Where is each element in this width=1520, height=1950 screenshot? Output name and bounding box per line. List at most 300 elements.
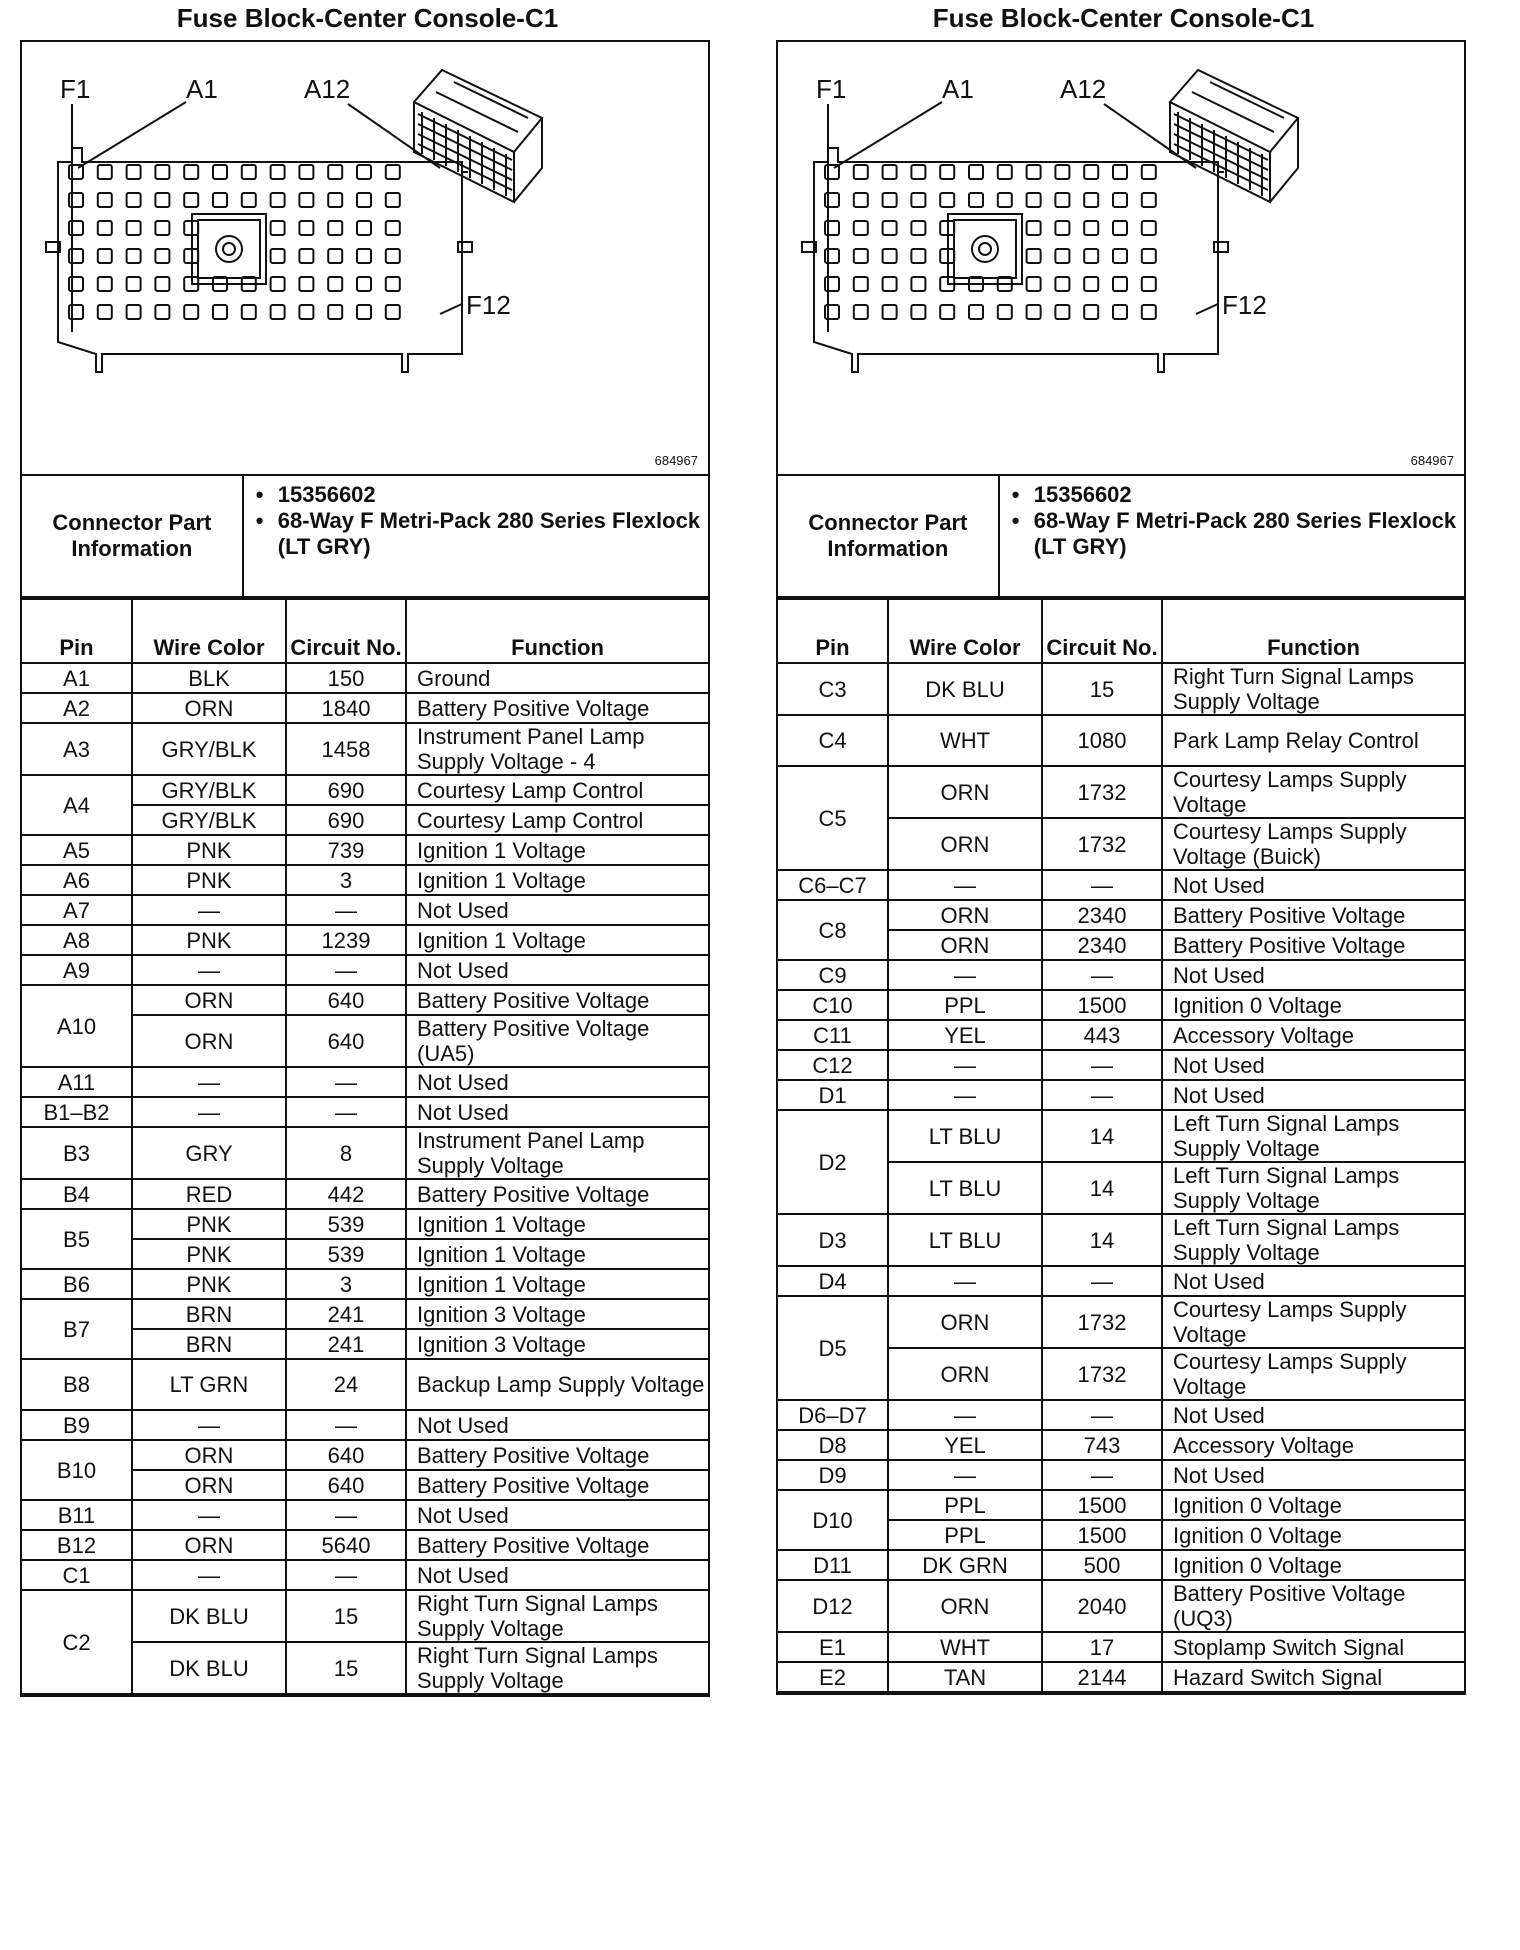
function-cell: Not Used xyxy=(406,1097,708,1127)
pin-cell: B8 xyxy=(22,1359,132,1410)
circuit-number-cell: — xyxy=(286,1410,406,1440)
connector-type: • 68-Way F Metri-Pack 280 Series Flexlock (LT GRY) xyxy=(256,508,708,560)
circuit-number-cell: — xyxy=(286,1097,406,1127)
pin-cavity xyxy=(1142,221,1156,235)
pin-cavity xyxy=(299,277,313,291)
wire-color-cell: — xyxy=(132,895,286,925)
wire-color-cell: ORN xyxy=(132,985,286,1015)
pin-cell: B7 xyxy=(22,1299,132,1359)
a1-label: A1 xyxy=(942,74,974,104)
pin-cavity xyxy=(1142,249,1156,263)
wire-color-cell: ORN xyxy=(132,1470,286,1500)
function-cell: Battery Positive Voltage (UA5) xyxy=(406,1015,708,1067)
pin-cell: A9 xyxy=(22,955,132,985)
a1-label: A1 xyxy=(186,74,218,104)
function-cell: Accessory Voltage xyxy=(1162,1430,1464,1460)
pin-cavity xyxy=(98,277,112,291)
table-row xyxy=(22,1440,708,1470)
function-cell: Courtesy Lamps Supply Voltage xyxy=(1162,1296,1464,1348)
table-row xyxy=(22,1179,708,1209)
table-header-row xyxy=(22,599,708,663)
pin-cell: D6–D7 xyxy=(778,1400,888,1430)
pin-cavity xyxy=(155,221,169,235)
pin-cell: C2 xyxy=(22,1590,132,1694)
left-panel-title: Fuse Block-Center Console-C1 xyxy=(176,3,559,33)
pin-cavity xyxy=(155,249,169,263)
circuit-number-cell: — xyxy=(286,1560,406,1590)
pin-cell: D8 xyxy=(778,1430,888,1460)
table-row xyxy=(778,1662,1464,1692)
pin-cell: A8 xyxy=(22,925,132,955)
pin-cavity xyxy=(386,249,400,263)
function-cell: Left Turn Signal Lamps Supply Voltage xyxy=(1162,1162,1464,1214)
table-row xyxy=(778,1296,1464,1348)
pin-cavity xyxy=(1084,249,1098,263)
pin-cavity xyxy=(386,165,400,179)
circuit-number-cell: 2144 xyxy=(1042,1662,1162,1692)
pin-cell: C12 xyxy=(778,1050,888,1080)
a12-label: A12 xyxy=(304,74,351,104)
wire-color-cell: — xyxy=(132,1067,286,1097)
circuit-number-cell: — xyxy=(1042,1080,1162,1110)
wire-color-cell: — xyxy=(888,1400,1042,1430)
circuit-number-cell: 5640 xyxy=(286,1530,406,1560)
circuit-number-cell: — xyxy=(286,1067,406,1097)
pin-cavity xyxy=(1027,221,1041,235)
pin-cavity xyxy=(127,249,141,263)
table-row xyxy=(778,1580,1464,1632)
pin-cell: A6 xyxy=(22,865,132,895)
pin-cavity xyxy=(155,277,169,291)
table-row xyxy=(778,990,1464,1020)
pin-cavity xyxy=(328,165,342,179)
wire-color-cell: DK BLU xyxy=(888,663,1042,715)
pin-cavity xyxy=(98,221,112,235)
table-row xyxy=(22,955,708,985)
pin-cell: A10 xyxy=(22,985,132,1067)
pin-cavity xyxy=(328,277,342,291)
table-row xyxy=(778,1400,1464,1430)
circuit-number-cell: 640 xyxy=(286,1470,406,1500)
pin-cell: D4 xyxy=(778,1266,888,1296)
circuit-number-cell: 3 xyxy=(286,865,406,895)
pin-cell: C8 xyxy=(778,900,888,960)
circuit-number-cell: — xyxy=(1042,1050,1162,1080)
circuit-number-cell: 690 xyxy=(286,805,406,835)
connector-part-information xyxy=(778,476,1464,598)
function-cell: Not Used xyxy=(406,955,708,985)
wire-color-cell: LT GRN xyxy=(132,1359,286,1410)
circuit-number-cell: 640 xyxy=(286,1015,406,1067)
wire-color-cell: PPL xyxy=(888,1520,1042,1550)
figure-code: 684967 xyxy=(1410,453,1454,468)
circuit-number-cell: 442 xyxy=(286,1179,406,1209)
function-cell: Not Used xyxy=(1162,1050,1464,1080)
f1-label: F1 xyxy=(816,74,847,104)
circuit-number-cell: 150 xyxy=(286,663,406,693)
table-row xyxy=(22,775,708,805)
function-cell: Ignition 0 Voltage xyxy=(1162,990,1464,1020)
center-post xyxy=(216,236,242,262)
f1-label: F1 xyxy=(60,74,91,104)
pin-cell: B5 xyxy=(22,1209,132,1269)
table-row xyxy=(778,715,1464,766)
pin-cavity xyxy=(357,305,371,319)
circuit-number-cell: 640 xyxy=(286,985,406,1015)
pin-cavity xyxy=(1113,165,1127,179)
table-row xyxy=(778,1214,1464,1266)
pin-cavity xyxy=(1142,193,1156,207)
pin-cavity xyxy=(911,249,925,263)
pin-cavity xyxy=(1084,193,1098,207)
wire-color-cell: TAN xyxy=(888,1662,1042,1692)
wire-color-cell: BLK xyxy=(132,663,286,693)
pin-cavity xyxy=(1084,277,1098,291)
function-cell: Ignition 3 Voltage xyxy=(406,1299,708,1329)
header-wire-color: Wire Color xyxy=(888,599,1042,663)
pin-cavity xyxy=(328,193,342,207)
pin-cavity xyxy=(1113,193,1127,207)
pin-cell: A1 xyxy=(22,663,132,693)
connector-diagram xyxy=(22,42,708,476)
wire-color-cell: ORN xyxy=(888,1296,1042,1348)
part-number: • 15356602 xyxy=(1012,482,1464,508)
circuit-number-cell: — xyxy=(1042,870,1162,900)
function-cell: Ignition 3 Voltage xyxy=(406,1329,708,1359)
function-cell: Battery Positive Voltage xyxy=(1162,930,1464,960)
pin-cavity xyxy=(184,305,198,319)
pin-cavity xyxy=(357,165,371,179)
wire-color-cell: — xyxy=(132,1560,286,1590)
pin-cavity xyxy=(357,221,371,235)
function-cell: Ignition 1 Voltage xyxy=(406,1269,708,1299)
pin-cavity xyxy=(242,165,256,179)
function-cell: Not Used xyxy=(1162,960,1464,990)
table-row xyxy=(22,693,708,723)
table-row xyxy=(22,895,708,925)
pin-cavity xyxy=(1113,249,1127,263)
pin-cell: C3 xyxy=(778,663,888,715)
circuit-number-cell: 443 xyxy=(1042,1020,1162,1050)
pin-cavity xyxy=(1113,277,1127,291)
function-cell: Ignition 1 Voltage xyxy=(406,1239,708,1269)
pin-cavity xyxy=(940,165,954,179)
pin-cavity xyxy=(98,193,112,207)
pin-cavity xyxy=(998,165,1012,179)
connector-perspective-icon xyxy=(1170,70,1298,202)
function-cell: Not Used xyxy=(406,895,708,925)
pin-cell: B1–B2 xyxy=(22,1097,132,1127)
pin-cavity xyxy=(242,193,256,207)
wire-color-cell: BRN xyxy=(132,1299,286,1329)
table-row xyxy=(22,1530,708,1560)
pin-cavity xyxy=(854,193,868,207)
function-cell: Left Turn Signal Lamps Supply Voltage xyxy=(1162,1110,1464,1162)
table-row xyxy=(22,1299,708,1329)
circuit-number-cell: 1732 xyxy=(1042,1296,1162,1348)
pin-cell: E2 xyxy=(778,1662,888,1692)
function-cell: Park Lamp Relay Control xyxy=(1162,715,1464,766)
pin-cavity xyxy=(1084,221,1098,235)
table-row xyxy=(22,865,708,895)
pin-cavity xyxy=(998,305,1012,319)
pin-cavity xyxy=(940,193,954,207)
circuit-number-cell: 539 xyxy=(286,1239,406,1269)
function-cell: Ignition 0 Voltage xyxy=(1162,1520,1464,1550)
table-row xyxy=(778,1490,1464,1520)
circuit-number-cell: 14 xyxy=(1042,1214,1162,1266)
pin-cavity xyxy=(328,221,342,235)
pin-cavity xyxy=(1055,193,1069,207)
circuit-number-cell: — xyxy=(286,895,406,925)
function-cell: Not Used xyxy=(1162,1080,1464,1110)
pin-cavity xyxy=(299,165,313,179)
pin-cavity xyxy=(386,277,400,291)
pin-cavity xyxy=(1027,277,1041,291)
table-row xyxy=(22,1067,708,1097)
pinout-rows xyxy=(22,663,708,1694)
circuit-number-cell: 8 xyxy=(286,1127,406,1179)
function-cell: Backup Lamp Supply Voltage xyxy=(406,1359,708,1410)
wire-color-cell: DK BLU xyxy=(132,1590,286,1642)
circuit-number-cell: — xyxy=(286,1500,406,1530)
pin-cavity xyxy=(127,277,141,291)
pin-cavity xyxy=(213,193,227,207)
circuit-number-cell: 241 xyxy=(286,1329,406,1359)
table-row xyxy=(22,1269,708,1299)
circuit-number-cell: 241 xyxy=(286,1299,406,1329)
pin-cavity xyxy=(883,305,897,319)
wire-color-cell: GRY/BLK xyxy=(132,805,286,835)
f12-label: F12 xyxy=(1222,290,1267,320)
a1-leader xyxy=(78,102,186,168)
wire-color-cell: DK BLU xyxy=(132,1642,286,1694)
circuit-number-cell: 743 xyxy=(1042,1430,1162,1460)
table-row xyxy=(22,1560,708,1590)
wire-color-cell: PNK xyxy=(132,865,286,895)
wire-color-cell: — xyxy=(132,1410,286,1440)
circuit-number-cell: 14 xyxy=(1042,1162,1162,1214)
wire-color-cell: PNK xyxy=(132,1209,286,1239)
pinout-rows xyxy=(778,663,1464,1692)
pin-cavity xyxy=(271,277,285,291)
circuit-number-cell: 2340 xyxy=(1042,930,1162,960)
wire-color-cell: LT BLU xyxy=(888,1110,1042,1162)
wire-color-cell: — xyxy=(888,1050,1042,1080)
circuit-number-cell: 15 xyxy=(286,1590,406,1642)
function-cell: Ground xyxy=(406,663,708,693)
function-cell: Stoplamp Switch Signal xyxy=(1162,1632,1464,1662)
pin-cavity xyxy=(213,165,227,179)
pin-cavity xyxy=(271,193,285,207)
table-row xyxy=(22,835,708,865)
pin-cavity xyxy=(155,165,169,179)
circuit-number-cell: 1732 xyxy=(1042,1348,1162,1400)
table-row xyxy=(22,985,708,1015)
pin-cavity xyxy=(271,165,285,179)
circuit-number-cell: 1458 xyxy=(286,723,406,775)
pin-cavity xyxy=(127,305,141,319)
function-cell: Ignition 1 Voltage xyxy=(406,835,708,865)
table-row xyxy=(778,1080,1464,1110)
pin-cavity xyxy=(1055,277,1069,291)
pin-cavity xyxy=(357,193,371,207)
pin-cell: C6–C7 xyxy=(778,870,888,900)
circuit-number-cell: 1840 xyxy=(286,693,406,723)
function-cell: Battery Positive Voltage xyxy=(1162,900,1464,930)
circuit-number-cell: 500 xyxy=(1042,1550,1162,1580)
pin-cavity xyxy=(854,305,868,319)
pin-cell: A11 xyxy=(22,1067,132,1097)
header-wire-color: Wire Color xyxy=(132,599,286,663)
table-row xyxy=(22,1097,708,1127)
connector-part-information xyxy=(22,476,708,598)
a1-leader xyxy=(834,102,942,168)
right-panel-title: Fuse Block-Center Console-C1 xyxy=(932,3,1315,33)
pin-cell: B12 xyxy=(22,1530,132,1560)
pin-cavity xyxy=(127,221,141,235)
function-cell: Not Used xyxy=(1162,1460,1464,1490)
pin-cavity xyxy=(969,193,983,207)
pin-cavity xyxy=(1113,221,1127,235)
wire-color-cell: DK GRN xyxy=(888,1550,1042,1580)
pin-cavity xyxy=(271,249,285,263)
pin-cell: D3 xyxy=(778,1214,888,1266)
table-row xyxy=(22,1209,708,1239)
pin-cell: A7 xyxy=(22,895,132,925)
table-row xyxy=(22,1359,708,1410)
table-row xyxy=(22,1127,708,1179)
pin-cell: D2 xyxy=(778,1110,888,1214)
wire-color-cell: WHT xyxy=(888,715,1042,766)
wire-color-cell: ORN xyxy=(888,818,1042,870)
connector-perspective-icon xyxy=(414,70,542,202)
wire-color-cell: PNK xyxy=(132,835,286,865)
pin-cavity xyxy=(854,165,868,179)
function-cell: Courtesy Lamps Supply Voltage (Buick) xyxy=(1162,818,1464,870)
wire-color-cell: PNK xyxy=(132,1239,286,1269)
pin-cavity xyxy=(328,249,342,263)
pin-cavity xyxy=(299,221,313,235)
function-cell: Not Used xyxy=(406,1067,708,1097)
pin-cell: B4 xyxy=(22,1179,132,1209)
wire-color-cell: ORN xyxy=(888,930,1042,960)
pin-cell: D12 xyxy=(778,1580,888,1632)
pin-cavity xyxy=(854,249,868,263)
wire-color-cell: — xyxy=(888,1080,1042,1110)
connector-type: • 68-Way F Metri-Pack 280 Series Flexlock (LT GRY) xyxy=(1012,508,1464,560)
pin-cavity xyxy=(883,277,897,291)
pin-cavity xyxy=(127,165,141,179)
pin-cavity xyxy=(1055,305,1069,319)
function-cell: Ignition 0 Voltage xyxy=(1162,1550,1464,1580)
circuit-number-cell: 2340 xyxy=(1042,900,1162,930)
table-row xyxy=(778,960,1464,990)
pin-cavity xyxy=(328,305,342,319)
wire-color-cell: ORN xyxy=(132,1015,286,1067)
function-cell: Courtesy Lamps Supply Voltage xyxy=(1162,766,1464,818)
right-latch xyxy=(458,242,472,252)
function-cell: Battery Positive Voltage xyxy=(406,1470,708,1500)
pin-cavity xyxy=(1142,165,1156,179)
wire-color-cell: BRN xyxy=(132,1329,286,1359)
pin-cavity xyxy=(1027,165,1041,179)
circuit-number-cell: — xyxy=(1042,1266,1162,1296)
pin-cell: C4 xyxy=(778,715,888,766)
function-cell: Ignition 1 Voltage xyxy=(406,865,708,895)
pin-cavity xyxy=(386,221,400,235)
table-row xyxy=(22,1500,708,1530)
header-function: Function xyxy=(406,599,708,663)
left-panel-frame xyxy=(20,40,710,1697)
circuit-number-cell: 1080 xyxy=(1042,715,1162,766)
pin-cavity xyxy=(386,305,400,319)
wire-color-cell: PNK xyxy=(132,925,286,955)
pin-cavity xyxy=(184,165,198,179)
pin-cavity xyxy=(883,221,897,235)
connector-face-drawing xyxy=(22,42,708,472)
table-row xyxy=(778,1266,1464,1296)
wire-color-cell: ORN xyxy=(888,900,1042,930)
center-post xyxy=(972,236,998,262)
connector-part-label: Connector Part Information xyxy=(778,476,1000,596)
pin-cell: A4 xyxy=(22,775,132,835)
pin-cavity xyxy=(911,277,925,291)
pin-cell: B3 xyxy=(22,1127,132,1179)
pin-cavity xyxy=(184,193,198,207)
function-cell: Not Used xyxy=(406,1500,708,1530)
pin-cavity xyxy=(1142,305,1156,319)
connector-part-details xyxy=(244,476,708,596)
connector-diagram xyxy=(778,42,1464,476)
pin-cell: B6 xyxy=(22,1269,132,1299)
function-cell: Courtesy Lamp Control xyxy=(406,805,708,835)
header-pin: Pin xyxy=(22,599,132,663)
function-cell: Courtesy Lamp Control xyxy=(406,775,708,805)
wire-color-cell: YEL xyxy=(888,1430,1042,1460)
circuit-number-cell: 1239 xyxy=(286,925,406,955)
pin-cavity xyxy=(940,305,954,319)
pin-cavity xyxy=(98,305,112,319)
pin-cavity xyxy=(1142,277,1156,291)
pin-cavity xyxy=(911,305,925,319)
function-cell: Hazard Switch Signal xyxy=(1162,1662,1464,1692)
wire-color-cell: ORN xyxy=(132,693,286,723)
circuit-number-cell: 1500 xyxy=(1042,1490,1162,1520)
pin-cell: C1 xyxy=(22,1560,132,1590)
circuit-number-cell: 24 xyxy=(286,1359,406,1410)
pin-cavity xyxy=(271,221,285,235)
pin-cell: B9 xyxy=(22,1410,132,1440)
pin-cavity xyxy=(969,305,983,319)
circuit-number-cell: 1500 xyxy=(1042,1520,1162,1550)
table-row xyxy=(22,723,708,775)
table-row xyxy=(22,1410,708,1440)
wire-color-cell: LT BLU xyxy=(888,1214,1042,1266)
header-circuit-no: Circuit No. xyxy=(1042,599,1162,663)
table-row xyxy=(22,1590,708,1642)
wire-color-cell: — xyxy=(888,1460,1042,1490)
pin-cavity xyxy=(911,165,925,179)
pin-cavity xyxy=(911,221,925,235)
function-cell: Battery Positive Voltage xyxy=(406,1440,708,1470)
wire-color-cell: PPL xyxy=(888,990,1042,1020)
circuit-number-cell: 539 xyxy=(286,1209,406,1239)
pin-cell: C11 xyxy=(778,1020,888,1050)
pin-cavity xyxy=(357,277,371,291)
function-cell: Ignition 1 Voltage xyxy=(406,1209,708,1239)
pin-cavity xyxy=(155,193,169,207)
